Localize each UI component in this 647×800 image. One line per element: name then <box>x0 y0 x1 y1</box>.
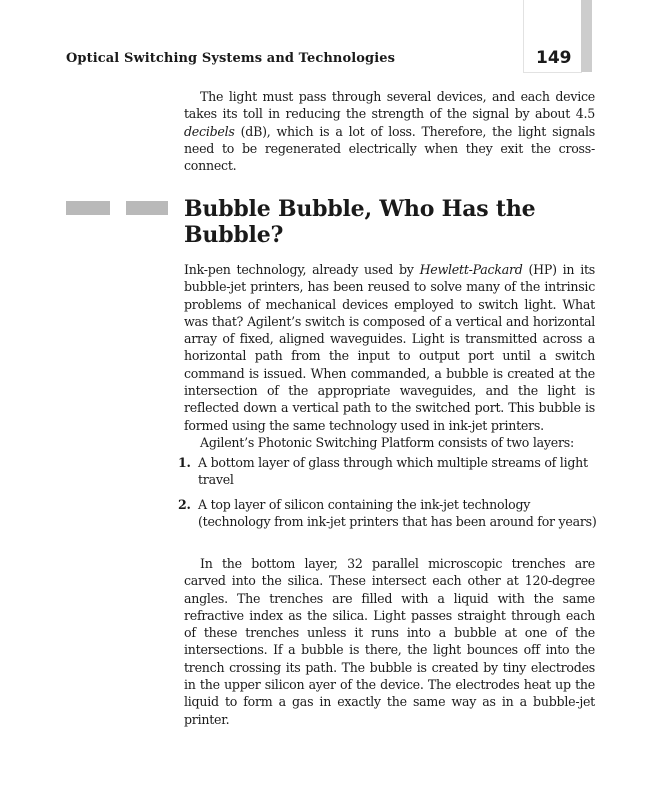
list-item <box>178 496 598 531</box>
intro-text-italic: decibels <box>184 123 235 139</box>
list-item-number: 2. <box>178 496 191 512</box>
section-para-1-italic: Hewlett-Packard <box>419 262 523 277</box>
section-heading: Bubble Bubble, Who Has the Bubble? <box>184 196 536 248</box>
list-item-text: A top layer of silicon containing the ink-jet technology (technology from ink-jet printers that has been around for years) <box>198 496 597 529</box>
section-paragraph-2: Agilent’s Photonic Switching Platform consists of two layers: <box>200 434 574 450</box>
section-paragraph-3: In the bottom layer, 32 parallel microscopic trenches are carved into the silica. These intersect each other at 120-degree angles. The trenches are filled with a liquid with the same refractive index as the silica. Light passes straight through each of these trenches unless it runs into a bubble at one of the intersections. If a bubble is there, the light bounces off into the trench crossing its path. The bubble is created by tiny electrodes in the upper silicon ayer of the device. The electrodes heat up the liquid to form a gas in exactly the same way as in a bubble-jet printer. <box>184 556 595 727</box>
list-item-text: A bottom layer of glass through which multiple streams of light travel <box>198 455 588 488</box>
list-item-number: 1. <box>178 455 191 470</box>
intro-paragraph <box>184 88 595 174</box>
section-para-1-part-1: Ink-pen technology, already used by <box>184 262 420 277</box>
list-item <box>178 454 598 489</box>
section-para-1-part-2: (HP) in its bubble-jet printers, has been reused to solve many of the intrinsic problems of mechanical devices employed to switch light. What was that? Agilent’s switch is composed of a vertical and horizontal array of fixed, aligned waveguides. Light is transmitted across a horizontal path from the input to output port until a switch command is issued. When commanded, a bubble is created at the intersection of the appropriate waveguides, and the light is reflected down a vertical path to the switched port. This bubble is formed using the same technology used in ink-jet printers. <box>184 262 595 433</box>
intro-text-part-1: The light must pass through several devices, and each device takes its toll in reducing the strength of the signal by about 4.5 <box>184 89 595 122</box>
section-marker-bar-2 <box>126 201 168 215</box>
layers-list <box>178 454 598 537</box>
intro-text-part-2: (dB), which is a lot of loss. Therefore, the light signals need to be regenerated electrically when they exit the cross-connect. <box>184 123 595 174</box>
page-edge-bar <box>581 0 592 72</box>
running-header-title: Optical Switching Systems and Technologies <box>66 51 396 66</box>
page-number: 149 <box>536 48 572 68</box>
section-marker-bar-1 <box>66 201 110 215</box>
closing-paragraph-block <box>184 555 595 728</box>
section-body <box>184 261 595 451</box>
